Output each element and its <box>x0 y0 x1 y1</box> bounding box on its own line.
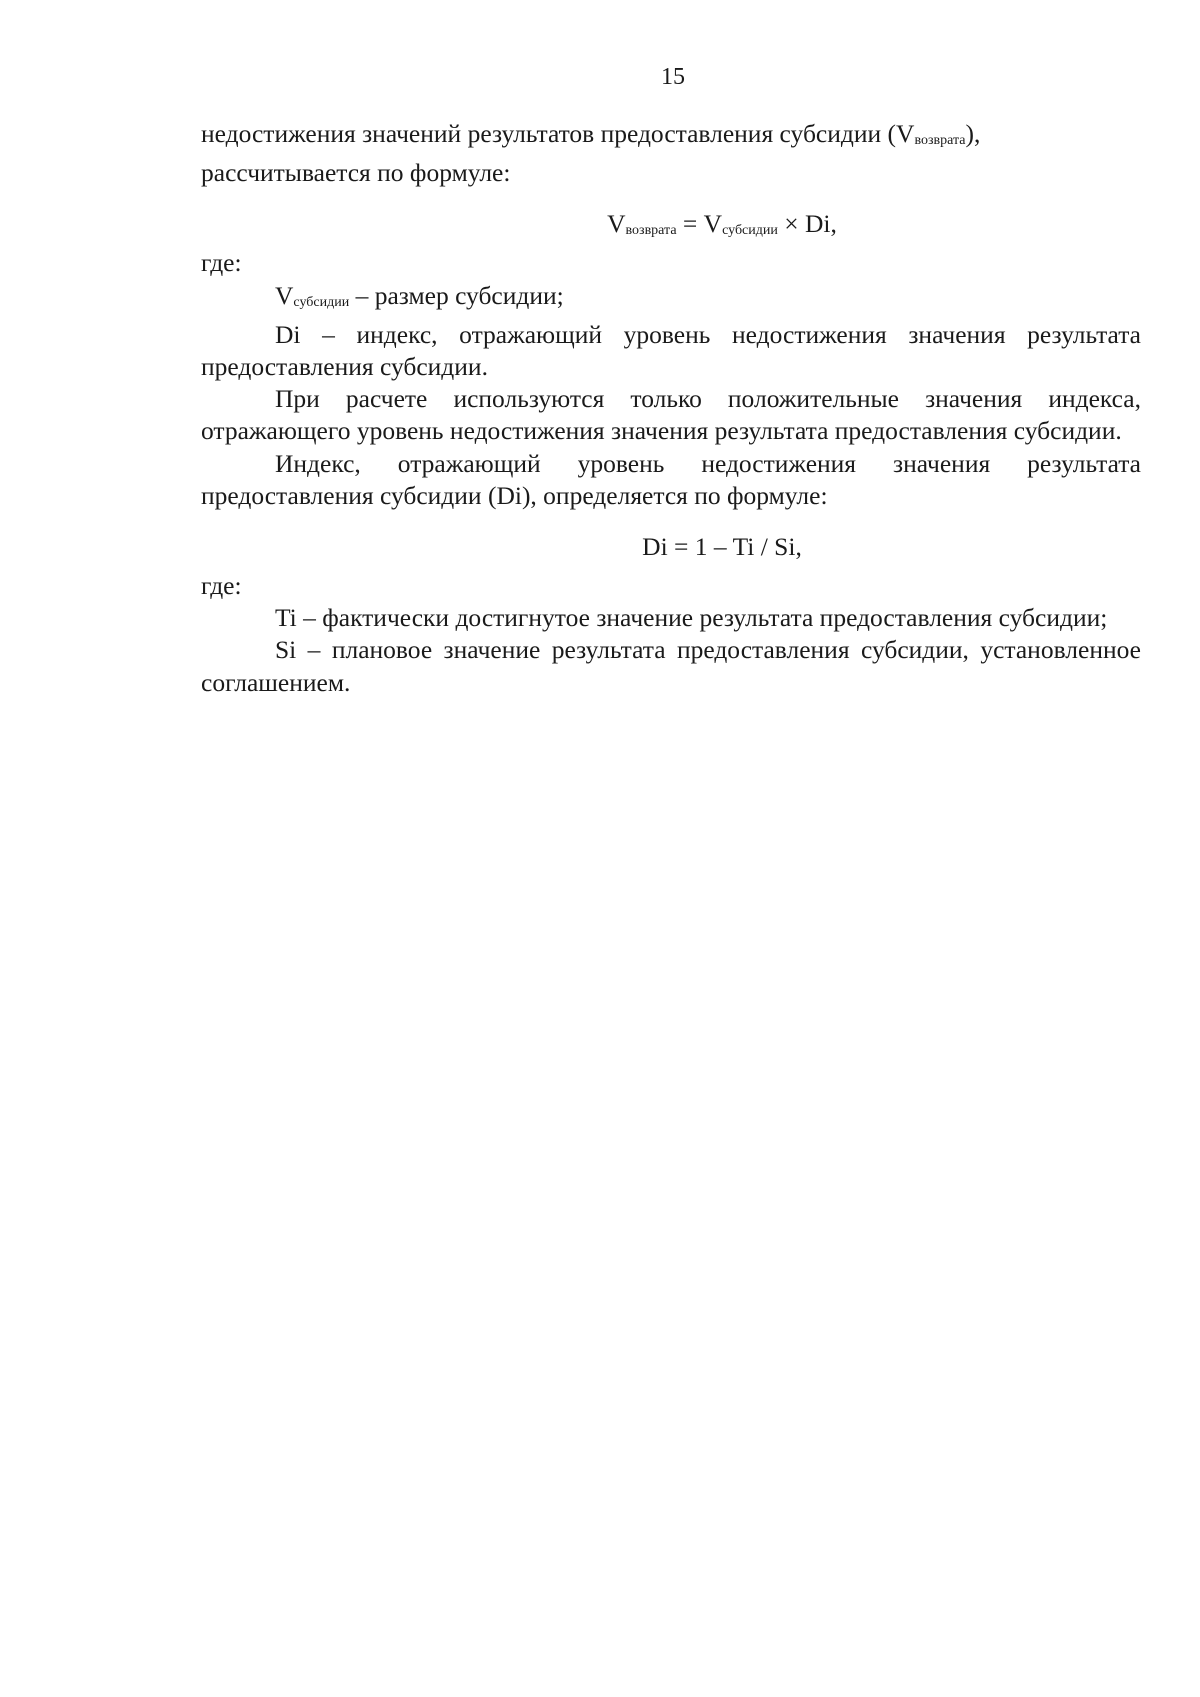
definition-di: Di – индекс, отражающий уровень недостижения значения результата предоставления субсидии. <box>201 319 1141 382</box>
paragraph-calculation: При расчете используются только положительные значения индекса, отражающего уровень недостижения значения результата предоставления субсидии. <box>201 384 1141 446</box>
paragraph-index: Индекс, отражающий уровень недостижения значения результата предоставления субсидии (Di), определяется по формуле: <box>201 448 1141 510</box>
intro-subscript: возврата <box>914 133 966 148</box>
definition-ti: Ti – фактически достигнутое значение результата предоставления субсидии; <box>275 603 1108 633</box>
where-label-1: где: <box>201 248 242 278</box>
def-v-text: – размер субсидии; <box>349 280 564 310</box>
page-number: 15 <box>661 64 685 90</box>
intro-line2: рассчитывается по формуле: <box>201 158 511 188</box>
definition-si: Si – плановое значение результата предоставления субсидии, установленное соглашением. <box>201 635 1141 697</box>
formula-return-tail: × Di, <box>777 209 837 239</box>
intro-tail: ), <box>965 119 981 148</box>
formula-return-v2-sub: субсидии <box>722 223 778 239</box>
formula-return-v: V <box>607 209 626 239</box>
formula-return-eq: = V <box>676 209 723 239</box>
where-label-2: где: <box>201 571 242 601</box>
formula-di: Di = 1 – Ti / Si, <box>642 532 802 562</box>
formula-return-v-sub: возврата <box>625 223 677 239</box>
formula-return <box>201 201 1141 247</box>
def-v-symbol: V <box>275 280 294 310</box>
paragraph-intro <box>201 118 1141 189</box>
document-body <box>201 118 1141 699</box>
def-v-subscript: субсидии <box>293 294 350 310</box>
definition-v-subsidy <box>201 280 1141 319</box>
intro-text: недостижения значений результатов предоставления субсидии (V <box>201 119 915 148</box>
